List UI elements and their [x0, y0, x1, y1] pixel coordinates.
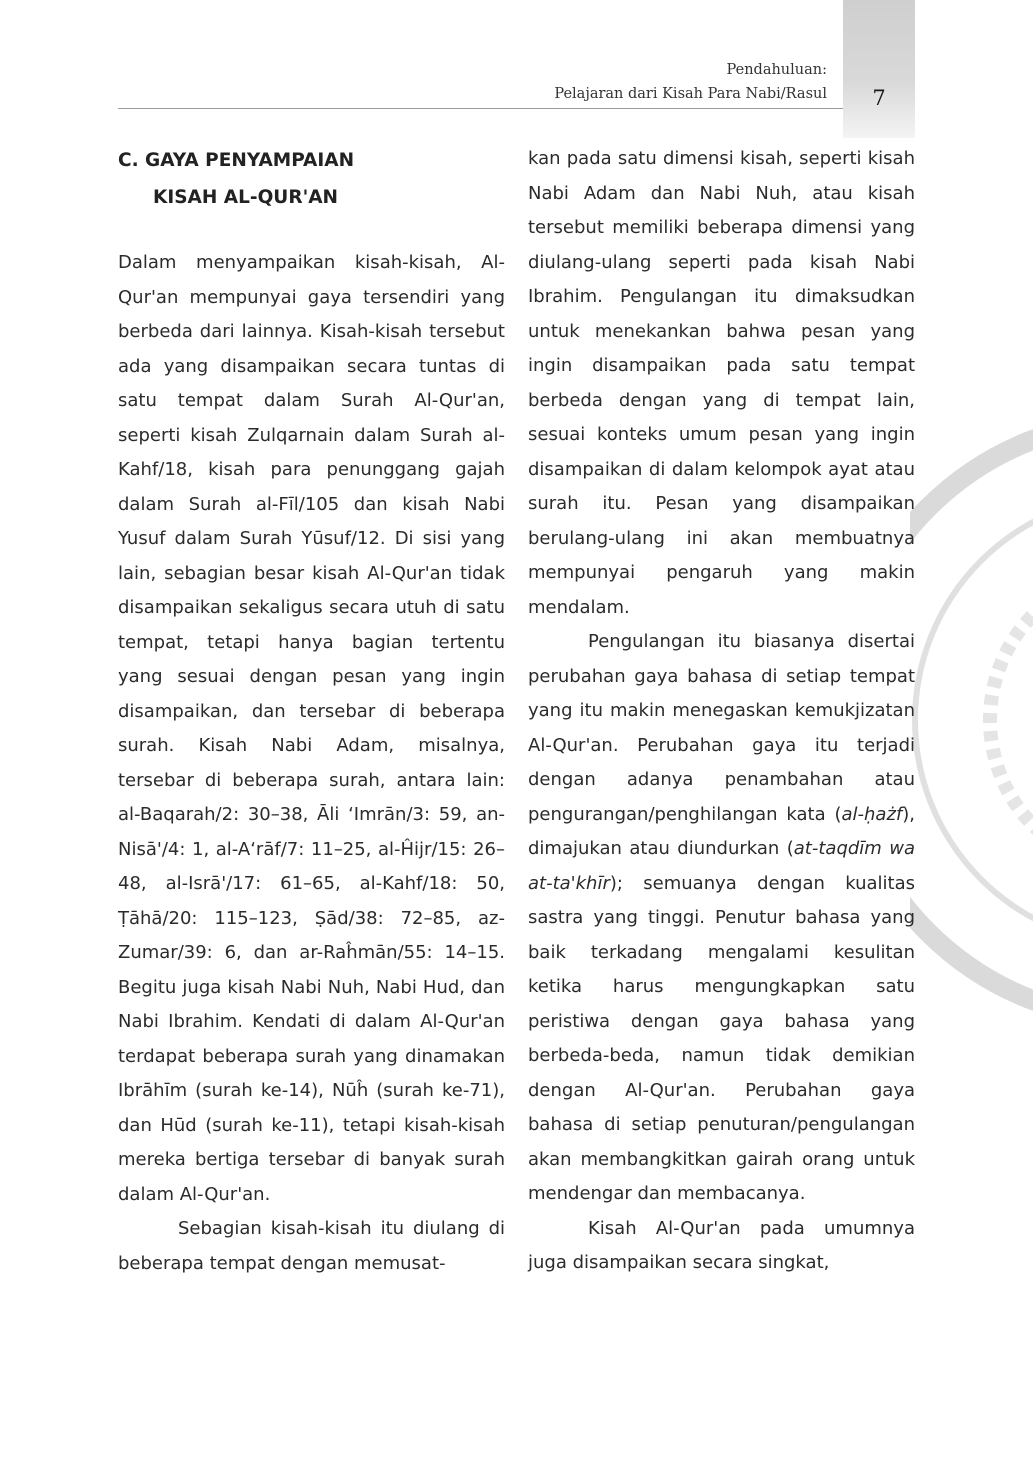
right-paragraph-3: Kisah Al-Qur'an pada umumnya juga disampaikan secara singkat,: [528, 1217, 915, 1273]
right-paragraph-1: kan pada satu dimensi kisah, seperti kisah Nabi Adam dan Nabi Nuh, atau kisah tersebut memiliki beberapa dimensi yang diulang-ulang seperti pada kisah Nabi Ibrahim. Pengulangan itu dimaksudkan untuk menekankan bahwa pesan yang ingin disampaikan pada satu tempat berbeda dengan yang di tempat lain, sesuai konteks umum pesan yang ingin disampaikan di dalam kelompok ayat atau surah itu. Pesan yang disampaikan berulang-ulang ini akan membuatnya mempunyai pengaruh yang makin mendalam.: [528, 148, 915, 618]
running-header-title: Pelajaran dari Kisah Para Nabi/Rasul: [554, 86, 827, 102]
right-paragraph-2-text-b: ), dimajukan atau diundurkan (: [528, 803, 915, 859]
section-heading-line-2: KISAH AL-QUR'AN: [153, 187, 339, 208]
header-rule: [118, 108, 843, 109]
page-tab-marker: [843, 0, 915, 138]
running-header-section: Pendahuluan:: [726, 62, 827, 78]
right-paragraph-2: [528, 625, 915, 1212]
section-heading-line-1: C. GAYA PENYAMPAIAN: [118, 150, 355, 171]
page-number: 7: [872, 86, 886, 110]
term-al-hazf: al-ḥażf: [841, 803, 903, 825]
stamp-watermark: [910, 390, 1033, 1040]
right-paragraph-2-text-a: Pengulangan itu biasanya disertai perubahan gaya bahasa di setiap tempat yang itu makin menegaskan kemukjizatan Al-Qur'an. Perubahan gaya itu terjadi dengan adanya penambahan atau pengurangan/penghilangan kata (: [528, 631, 915, 825]
right-column: [528, 142, 915, 1281]
left-column: [118, 246, 505, 1281]
right-paragraph-2-text-c: ); semuanya dengan kualitas sastra yang tinggi. Penutur bahasa yang baik terkadang mengalami kesulitan ketika harus mengungkapkan satu peristiwa dengan gaya bahasa yang berbeda-beda, namun tidak demikian dengan Al-Qur'an. Perubahan gaya bahasa di setiap penuturan/pengulangan akan membangkitkan gairah orang untuk mendengar dan membacanya.: [528, 872, 915, 1204]
term-at-taqdim: at-taqdīm wa at-ta'khīr: [528, 838, 916, 894]
section-heading: [118, 142, 508, 216]
left-paragraph-2: Sebagian kisah-kisah itu diulang di beberapa tempat dengan memusat-: [118, 1218, 505, 1274]
running-header: [554, 58, 827, 106]
left-paragraph-1: Dalam menyampaikan kisah-kisah, Al-Qur'an mempunyai gaya tersendiri yang berbeda dari lainnya. Kisah-kisah tersebut ada yang disampaikan secara tuntas di satu tempat dalam Surah Al-Qur'an, seperti kisah Zulqarnain dalam Surah al-Kahf/18, kisah para penunggang gajah dalam Surah al-Fīl/105 dan kisah Nabi Yusuf dalam Surah Yūsuf/12. Di sisi yang lain, sebagian besar kisah Al-Qur'an tidak disampaikan sekaligus secara utuh di satu tempat, tetapi hanya bagian tertentu yang sesuai dengan pesan yang ingin disampaikan, dan tersebar di beberapa surah. Kisah Nabi Adam, misalnya, tersebar di beberapa surah, antara lain: al-Baqarah/2: 30–38, Āli ‘Imrān/3: 59, an-Nisā'/4: 1, al-A‘rāf/7: 11–25, al-Ĥijr/15: 26–48, al-Isrā'/17: 61–65, al-Kahf/18: 50, Ṭāhā/20: 115–123, Ṣād/38: 72–85, az-Zumar/39: 6, dan ar-Raĥmān/55: 14–15. Begitu juga kisah Nabi Nuh, Nabi Hud, dan Nabi Ibrahim. Kendati di dalam Al-Qur'an terdapat beberapa surah yang dinamakan Ibrāhīm (surah ke-14), Nūĥ (surah ke-71), dan Hūd (surah ke-11), tetapi kisah-kisah mereka bertiga tersebar di banyak surah dalam Al-Qur'an.: [118, 252, 505, 1205]
